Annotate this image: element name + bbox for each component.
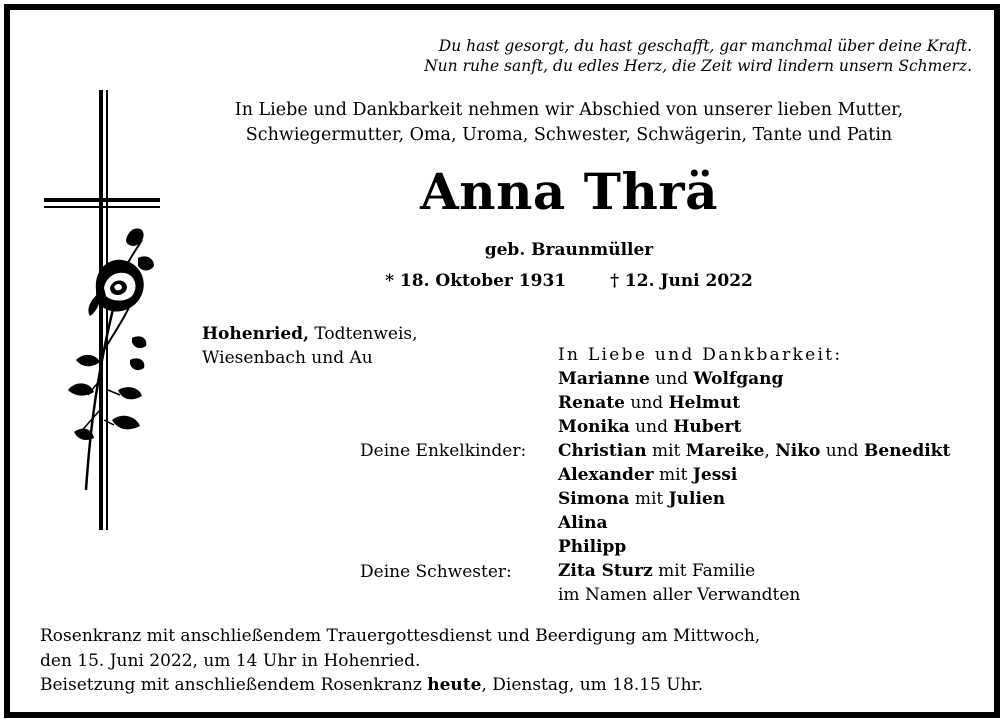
partner-name: Julien: [668, 489, 726, 509]
cross-with-rose-icon: [38, 90, 168, 540]
grandchild-name: Niko: [775, 441, 821, 461]
obituary-frame: [4, 4, 1000, 718]
partner-name: Jessi: [692, 465, 738, 485]
life-dates: [200, 271, 938, 291]
deceased-name: Anna Thrä: [419, 162, 719, 221]
list-item: [558, 487, 950, 511]
service-line-1: Rosenkranz mit anschließendem Trauergottesdienst und Beerdigung am Mittwoch,: [40, 626, 761, 646]
family-header: In Liebe und Dankbarkeit:: [558, 345, 843, 365]
grandchild-name: Simona: [558, 489, 630, 509]
place-block: [202, 322, 418, 370]
connector: und: [820, 441, 864, 461]
grandchild-name: Benedikt: [863, 441, 951, 461]
grandchild-name: Philipp: [558, 537, 627, 557]
sister-name: Zita Sturz: [558, 561, 653, 581]
partner-name: Hubert: [673, 417, 742, 437]
list-item: [558, 367, 950, 391]
sister-rest: mit Familie: [652, 561, 756, 581]
connector: mit: [629, 489, 669, 509]
birth-date: * 18. Oktober 1931: [385, 271, 567, 291]
place-line-1: [202, 322, 418, 346]
birth-name: geb. Braunmüller: [484, 240, 654, 260]
list-item: [558, 463, 950, 487]
motto-line-1: Du hast gesorgt, du hast geschafft, gar manchmal über deine Kraft.: [438, 37, 972, 55]
sister-label: Deine Schwester:: [360, 562, 512, 582]
connector: ,: [764, 441, 776, 461]
list-item: [558, 559, 950, 583]
conjunction: und: [649, 369, 694, 389]
conjunction: und: [625, 393, 669, 413]
motto: [424, 36, 972, 76]
partner-name: Wolfgang: [693, 369, 784, 389]
death-date: † 12. Juni 2022: [610, 271, 753, 291]
service-line-3-start: Beisetzung mit anschließendem Rosenkranz: [40, 675, 428, 695]
place-rest: Todtenweis,: [308, 324, 418, 344]
intro-line-2: Schwiegermutter, Oma, Uroma, Schwester, Schwägerin, Tante und Patin: [245, 125, 893, 145]
place-main: Hohenried,: [202, 324, 309, 344]
service-line-2: den 15. Juni 2022, um 14 Uhr in Hohenried.: [40, 650, 421, 671]
child-name: Monika: [558, 417, 630, 437]
place-line-2: Wiesenbach und Au: [202, 348, 373, 368]
intro-line-1: In Liebe und Dankbarkeit nehmen wir Abschied von unserer lieben Mutter,: [234, 100, 904, 120]
grandchildren-label: Deine Enkelkinder:: [360, 441, 527, 461]
family-list: [558, 343, 950, 607]
list-item: [558, 511, 950, 535]
grandchild-name: Alexander: [558, 465, 654, 485]
intro-text: [200, 98, 938, 148]
list-item: [558, 391, 950, 415]
child-name: Marianne: [558, 369, 650, 389]
list-item: [558, 439, 950, 463]
grandchild-name: Alina: [558, 513, 608, 533]
partner-name: Helmut: [668, 393, 741, 413]
connector: mit: [653, 465, 693, 485]
list-item: [558, 535, 950, 559]
motto-line-2: Nun ruhe sanft, du edles Herz, die Zeit wird lindern unsern Schmerz.: [424, 57, 972, 75]
grandchild-name: Christian: [558, 441, 647, 461]
service-today: heute: [427, 675, 482, 695]
connector: mit: [646, 441, 686, 461]
child-name: Renate: [558, 393, 625, 413]
conjunction: und: [629, 417, 674, 437]
service-line-3-end: , Dienstag, um 18.15 Uhr.: [481, 675, 704, 695]
closing-line: im Namen aller Verwandten: [558, 585, 801, 605]
partner-name: Mareike: [685, 441, 765, 461]
service-info: [40, 624, 760, 698]
list-item: [558, 415, 950, 439]
service-line-3: [40, 673, 760, 698]
